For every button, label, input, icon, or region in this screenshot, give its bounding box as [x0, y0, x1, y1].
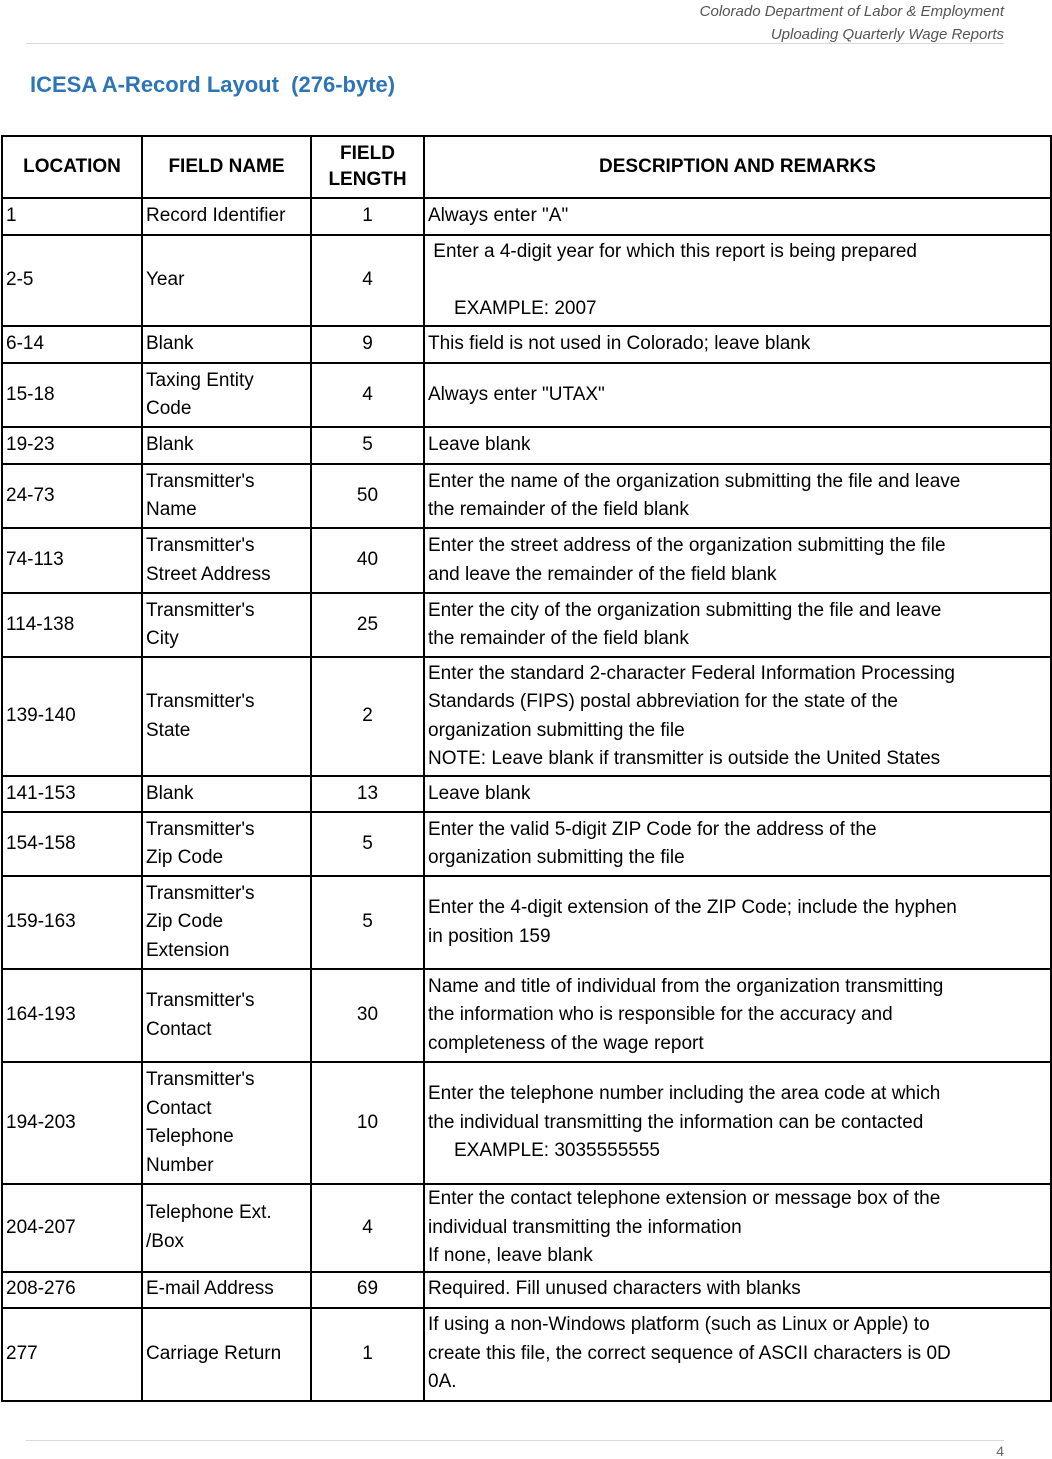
description-line: Enter the standard 2-character Federal Information Processing — [428, 662, 955, 684]
location-cell: 164-193 — [2, 969, 142, 1062]
table-row — [2, 363, 1051, 427]
field-length-cell: 25 — [311, 593, 424, 657]
location-cell: 277 — [2, 1308, 142, 1401]
field-length-cell: 13 — [311, 776, 424, 812]
field-name-line: State — [146, 719, 191, 741]
table-row — [2, 812, 1051, 876]
description-cell — [424, 1272, 1051, 1308]
field-length-cell: 69 — [311, 1272, 424, 1308]
field-name-line: Transmitter's — [146, 882, 255, 904]
description-cell — [424, 1184, 1051, 1272]
field-name-cell — [142, 876, 311, 969]
field-name-cell — [142, 1308, 311, 1401]
field-name-line: City — [146, 628, 179, 649]
field-length-cell: 9 — [311, 326, 424, 363]
field-name-line: Number — [146, 1154, 214, 1176]
field-name-cell — [142, 235, 311, 326]
table-row — [2, 776, 1051, 812]
column-header-location: LOCATION — [2, 136, 142, 198]
field-name-line: Transmitter's — [146, 470, 255, 492]
description-line: Enter the telephone number including the area code at which — [428, 1083, 941, 1105]
header-divider — [26, 43, 1004, 44]
description-line: the individual transmitting the information can be contacted — [428, 1111, 924, 1133]
description-cell — [424, 427, 1051, 464]
description-line: If none, leave blank — [428, 1245, 593, 1266]
table-row — [2, 1272, 1051, 1308]
field-name-cell — [142, 1184, 311, 1272]
field-name-line: Transmitter's — [146, 691, 255, 712]
location-cell: 6-14 — [2, 326, 142, 363]
field-length-cell: 1 — [311, 1308, 424, 1401]
description-cell — [424, 657, 1051, 776]
field-name-line: Extension — [146, 939, 230, 961]
field-name-cell — [142, 1062, 311, 1184]
field-name-cell — [142, 363, 311, 427]
column-header-description: DESCRIPTION AND REMARKS — [424, 136, 1051, 198]
field-name-cell — [142, 812, 311, 876]
description-line: Enter the street address of the organization submitting the file — [428, 535, 946, 556]
field-name-line: Record Identifier — [146, 205, 286, 227]
location-cell: 139-140 — [2, 657, 142, 776]
description-cell — [424, 363, 1051, 427]
field-name-line: Transmitter's — [146, 818, 255, 840]
page-title: ICESA A-Record Layout (276-byte) — [30, 72, 396, 97]
description-line: Enter the valid 5-digit ZIP Code for the address of the — [428, 818, 877, 840]
description-line: Standards (FIPS) postal abbreviation for the state of the — [428, 691, 898, 712]
description-line: Enter the 4-digit extension of the ZIP Code; include the hyphen — [428, 897, 957, 918]
field-length-cell: 50 — [311, 464, 424, 528]
column-header-field-length: FIELD LENGTH — [311, 136, 424, 198]
description-line: Name and title of individual from the organization transmitting — [428, 975, 944, 997]
description-cell — [424, 812, 1051, 876]
field-name-cell — [142, 969, 311, 1062]
field-name-cell — [142, 593, 311, 657]
location-cell: 19-23 — [2, 427, 142, 464]
table-row — [2, 1308, 1051, 1401]
description-line: Required. Fill unused characters with blanks — [428, 1278, 801, 1300]
location-cell: 204-207 — [2, 1184, 142, 1272]
table-body — [2, 198, 1051, 1401]
field-length-cell: 10 — [311, 1062, 424, 1184]
field-length-cell: 30 — [311, 969, 424, 1062]
location-cell: 1 — [2, 198, 142, 235]
description-cell — [424, 326, 1051, 363]
description-line: Enter the name of the organization submitting the file and leave — [428, 470, 961, 492]
table-row — [2, 235, 1051, 326]
field-length-cell: 4 — [311, 1184, 424, 1272]
field-name-line: E-mail Address — [146, 1278, 274, 1300]
description-cell — [424, 528, 1051, 593]
description-cell — [424, 1308, 1051, 1401]
description-line: individual transmitting the information — [428, 1216, 742, 1238]
description-line: Enter the contact telephone extension or message box of the — [428, 1188, 941, 1209]
field-name-cell — [142, 1272, 311, 1308]
table-row — [2, 876, 1051, 969]
field-name-cell — [142, 657, 311, 776]
field-length-cell: 2 — [311, 657, 424, 776]
table-row — [2, 657, 1051, 776]
location-cell: 208-276 — [2, 1272, 142, 1308]
field-name-line: Name — [146, 499, 197, 520]
description-line: the remainder of the field blank — [428, 499, 689, 520]
column-header-field-name: FIELD NAME — [142, 136, 311, 198]
field-name-line: /Box — [146, 1230, 185, 1252]
description-line: the information who is responsible for the accuracy and — [428, 1004, 893, 1026]
description-line: 0A. — [428, 1371, 457, 1393]
description-line: Leave blank — [428, 434, 531, 456]
field-length-cell: 5 — [311, 812, 424, 876]
field-name-line: Transmitter's — [146, 535, 255, 556]
field-name-line: Contact — [146, 1097, 212, 1119]
field-length-cell: 5 — [311, 427, 424, 464]
description-line: EXAMPLE: 3035555555 — [454, 1140, 660, 1162]
field-name-cell — [142, 198, 311, 235]
table-row — [2, 427, 1051, 464]
description-line: Always enter "A" — [428, 205, 569, 227]
description-line: organization submitting the file — [428, 847, 685, 868]
description-line: Enter a 4-digit year for which this report is being prepared — [428, 240, 917, 262]
location-cell: 141-153 — [2, 776, 142, 812]
field-name-line: Contact — [146, 1018, 212, 1040]
field-name-cell — [142, 464, 311, 528]
location-cell: 74-113 — [2, 528, 142, 593]
location-cell: 194-203 — [2, 1062, 142, 1184]
table-row — [2, 593, 1051, 657]
location-cell: 15-18 — [2, 363, 142, 427]
field-length-cell: 4 — [311, 235, 424, 326]
table-row — [2, 1062, 1051, 1184]
location-cell: 24-73 — [2, 464, 142, 528]
description-line: Leave blank — [428, 782, 531, 804]
field-name-line: Transmitter's — [146, 990, 255, 1011]
field-name-line: Code — [146, 398, 192, 419]
field-name-line: Blank — [146, 782, 194, 804]
field-name-cell — [142, 326, 311, 363]
field-name-line: Zip Code — [146, 911, 224, 933]
description-cell — [424, 235, 1051, 326]
description-line: create this file, the correct sequence of ASCII characters is 0D — [428, 1342, 951, 1364]
description-line: If using a non-Windows platform (such as Linux or Apple) to — [428, 1314, 930, 1336]
field-name-line: Year — [146, 269, 185, 291]
description-line: This field is not used in Colorado; leave blank — [428, 333, 811, 355]
field-name-line: Carriage Return — [146, 1342, 282, 1364]
field-length-cell: 5 — [311, 876, 424, 969]
field-length-cell: 4 — [311, 363, 424, 427]
header-department: Colorado Department of Labor & Employment — [699, 3, 1004, 20]
description-line: completeness of the wage report — [428, 1032, 704, 1054]
footer-divider — [26, 1440, 1004, 1441]
description-cell — [424, 593, 1051, 657]
description-line: EXAMPLE: 2007 — [454, 297, 597, 319]
field-name-line: Street Address — [146, 563, 271, 585]
location-cell: 2-5 — [2, 235, 142, 326]
description-line: organization submitting the file — [428, 719, 685, 741]
field-name-cell — [142, 427, 311, 464]
field-length-cell: 40 — [311, 528, 424, 593]
description-cell — [424, 969, 1051, 1062]
running-header — [700, 0, 1004, 46]
table-header-row — [2, 136, 1051, 198]
description-cell — [424, 1062, 1051, 1184]
field-name-line: Zip Code — [146, 847, 224, 868]
field-name-line: Blank — [146, 333, 194, 355]
location-cell: 154-158 — [2, 812, 142, 876]
description-line: and leave the remainder of the field blank — [428, 563, 777, 585]
field-length-cell: 1 — [311, 198, 424, 235]
description-line: NOTE: Leave blank if transmitter is outside the United States — [428, 748, 941, 769]
field-name-line: Telephone Ext. — [146, 1202, 272, 1224]
field-name-cell — [142, 776, 311, 812]
page-number: 4 — [996, 1443, 1004, 1459]
field-name-line: Taxing Entity — [146, 369, 254, 391]
table-row — [2, 969, 1051, 1062]
field-name-line: Telephone — [146, 1126, 234, 1147]
description-line: the remainder of the field blank — [428, 628, 689, 649]
description-cell — [424, 876, 1051, 969]
field-name-cell — [142, 528, 311, 593]
field-name-line: Transmitter's — [146, 1069, 255, 1090]
description-line — [428, 266, 1047, 295]
location-cell: 114-138 — [2, 593, 142, 657]
description-line: in position 159 — [428, 925, 551, 947]
field-name-line: Blank — [146, 434, 194, 456]
field-name-line: Transmitter's — [146, 599, 255, 621]
description-line: Enter the city of the organization submitting the file and leave — [428, 599, 942, 621]
header-document-title: Uploading Quarterly Wage Reports — [770, 26, 1004, 43]
description-line: Always enter "UTAX" — [428, 383, 605, 405]
record-layout-table — [1, 135, 1052, 1402]
description-cell — [424, 198, 1051, 235]
table-row — [2, 464, 1051, 528]
description-cell — [424, 776, 1051, 812]
table-row — [2, 326, 1051, 363]
description-cell — [424, 464, 1051, 528]
location-cell: 159-163 — [2, 876, 142, 969]
table-row — [2, 1184, 1051, 1272]
table-row — [2, 528, 1051, 593]
table-row — [2, 198, 1051, 235]
